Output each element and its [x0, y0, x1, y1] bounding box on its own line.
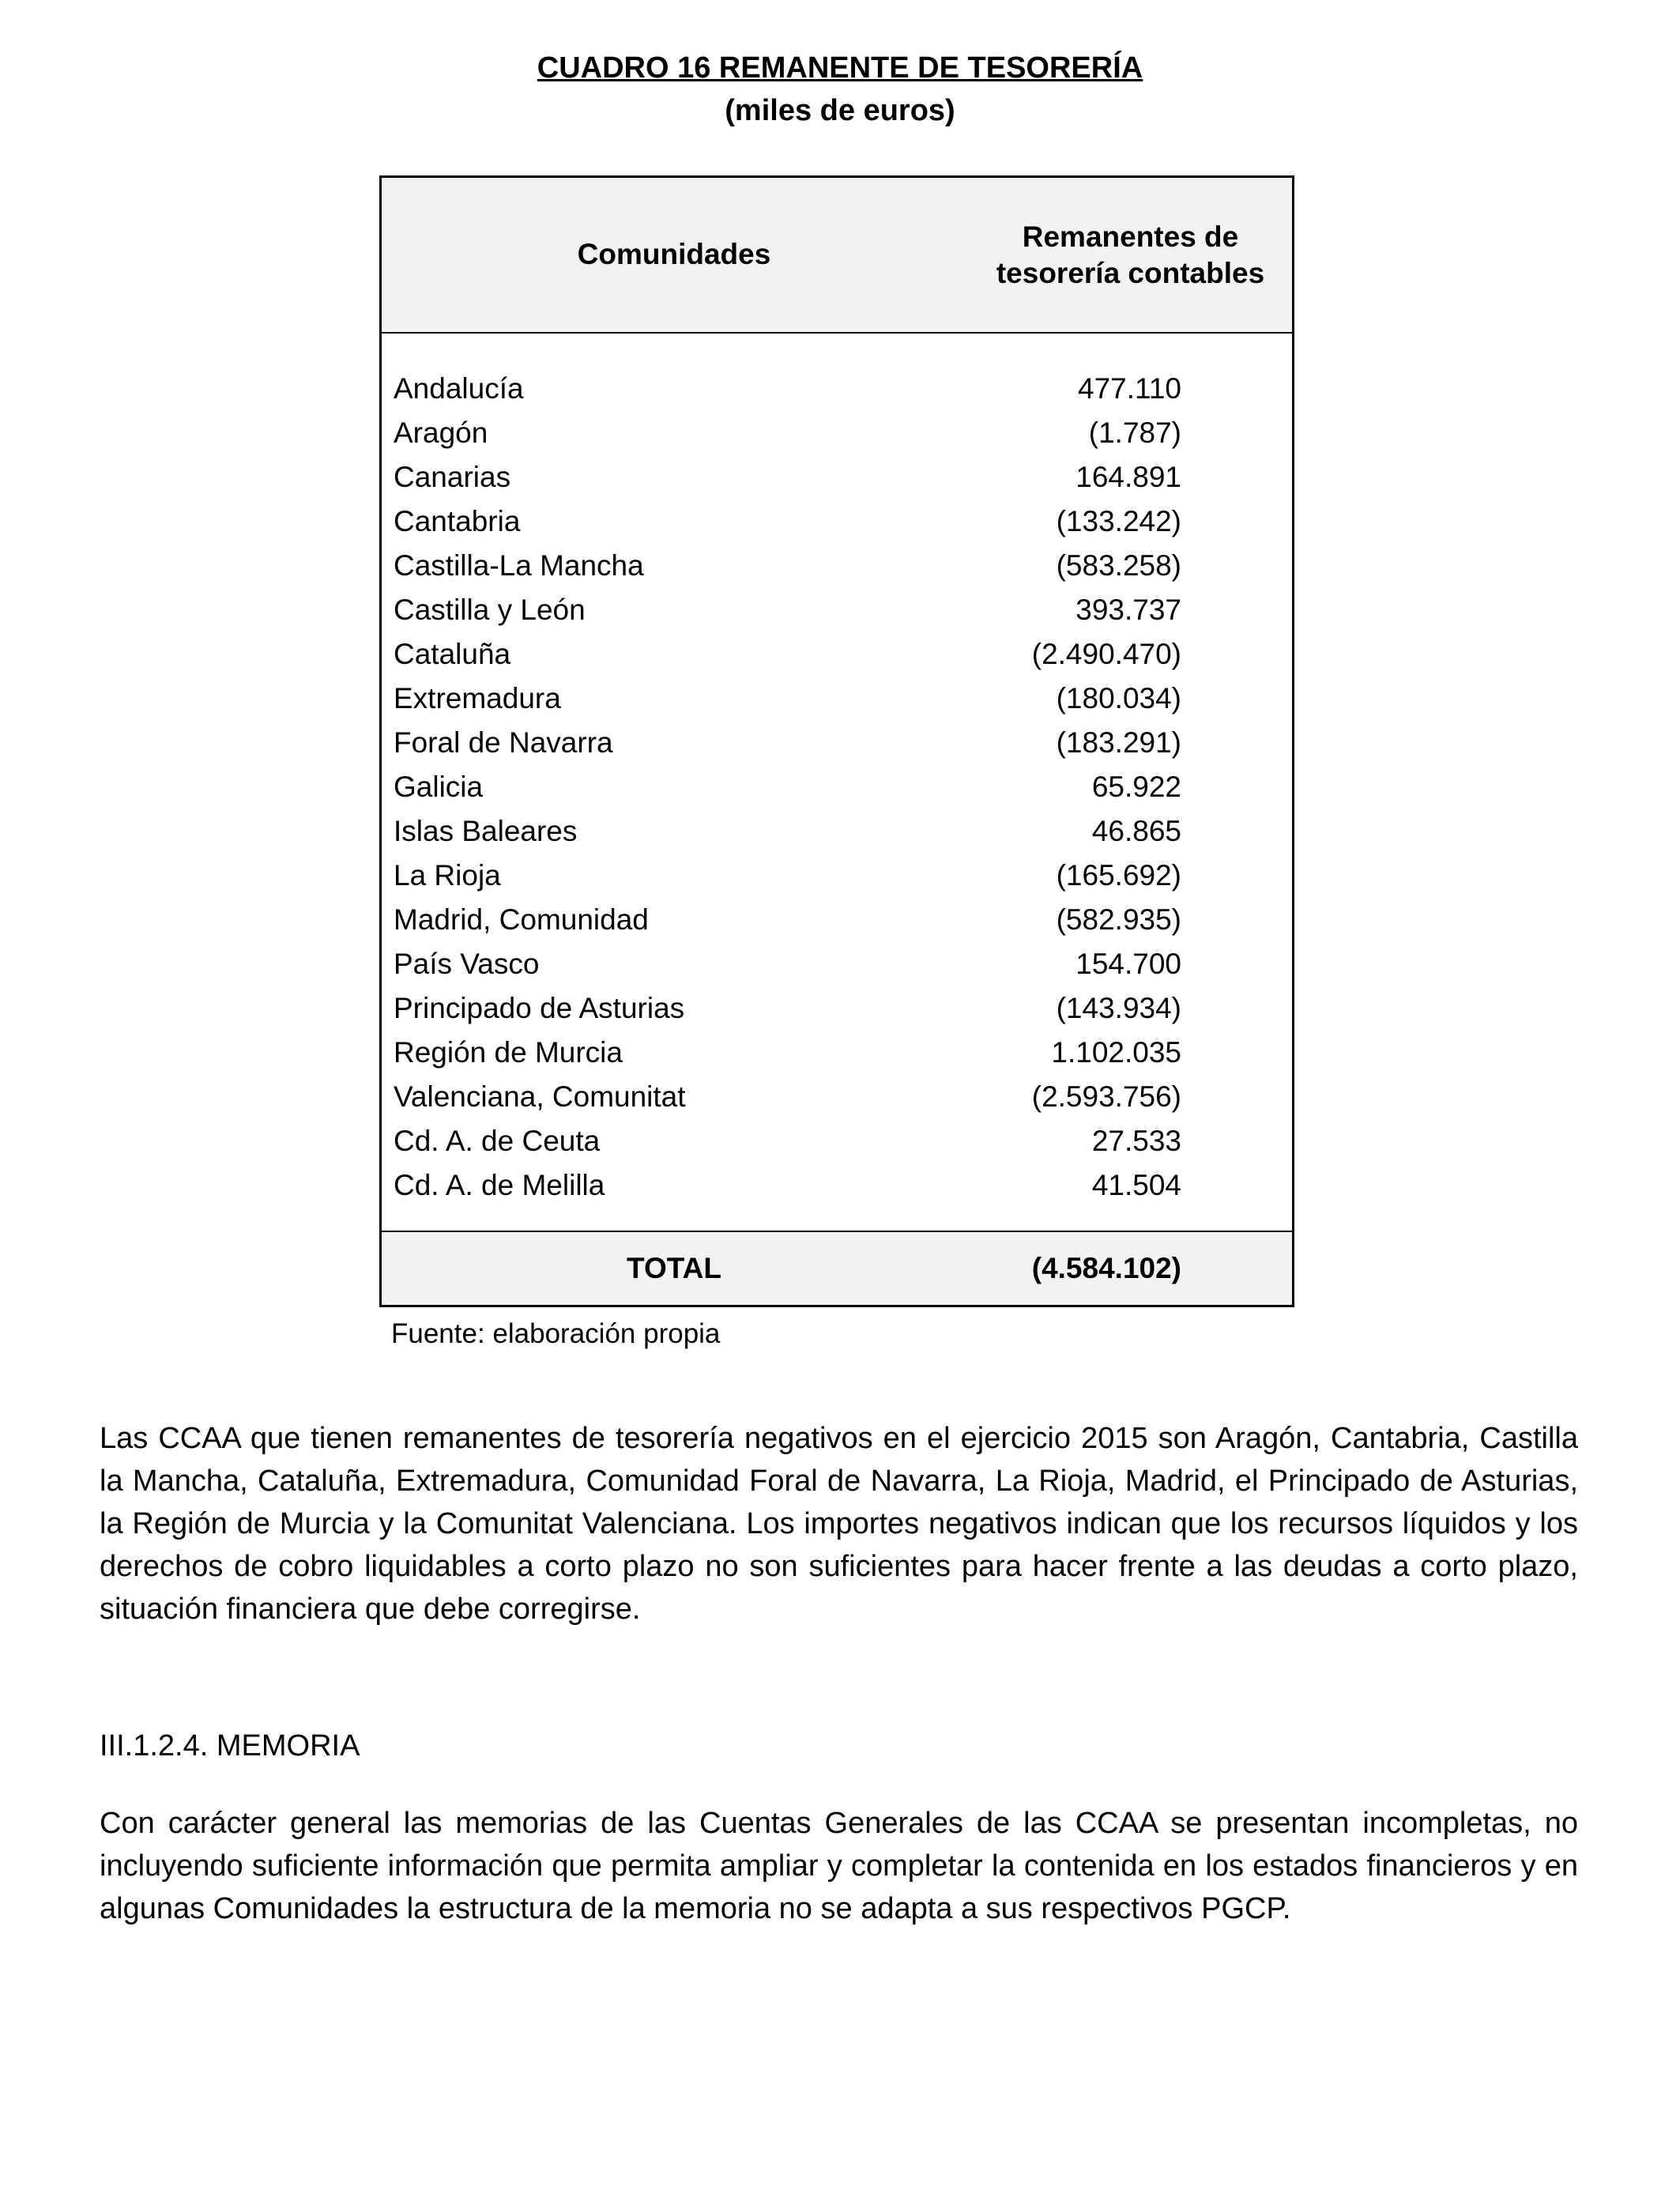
row-value: 65.922: [1091, 771, 1181, 803]
row-name: Cantabria: [394, 505, 521, 537]
header-treasury-line2: tesorería contables: [996, 257, 1265, 289]
row-name: Islas Baleares: [394, 815, 578, 847]
table-row: [382, 986, 1292, 1031]
row-value: (583.258): [1056, 549, 1181, 582]
row-value: 46.865: [1091, 815, 1181, 847]
row-value: 477.110: [1078, 372, 1181, 405]
table-row: [382, 499, 1292, 544]
row-name: Cd. A. de Melilla: [394, 1169, 605, 1201]
row-value: (165.692): [1056, 859, 1181, 892]
paragraph-negative-remnants: Las CCAA que tienen remanentes de tesorería negativos en el ejercicio 2015 son Aragón, Cantabria, Castilla la Mancha, Cataluña, Extremadura, Comunidad Foral de Navarra, La Rioja, Madrid, el Principado de Asturias, la Región de Murcia y la Comunitat Valenciana. Los importes negativos indican que los recursos líquidos y los derechos de cobro liquidables a corto plazo no son suficientes para hacer frente a las deudas a corto plazo, situación financiera que debe corregirse.: [100, 1422, 1578, 1626]
table-row: [382, 544, 1292, 588]
row-name: Galicia: [394, 771, 484, 803]
table-row: [382, 1119, 1292, 1163]
table-row: [382, 898, 1292, 942]
table-row: [382, 632, 1292, 677]
row-name: Aragón: [394, 417, 488, 449]
header-treasury-line1: Remanentes de: [1022, 221, 1239, 253]
row-name: Foral de Navarra: [394, 726, 613, 759]
total-value: (4.584.102): [1031, 1252, 1181, 1284]
row-name: Canarias: [394, 461, 511, 493]
row-value: (133.242): [1056, 505, 1181, 537]
table-row: [382, 1075, 1292, 1119]
table-header: [382, 178, 1292, 334]
table-total-row: [382, 1231, 1292, 1305]
table-row: [382, 677, 1292, 721]
row-name: Andalucía: [394, 372, 524, 405]
row-name: Cataluña: [394, 638, 511, 670]
row-value: 154.700: [1075, 948, 1181, 980]
table-row: [382, 588, 1292, 632]
section-heading: III.1.2.4. MEMORIA: [100, 1729, 360, 1762]
row-value: (2.593.756): [1031, 1080, 1181, 1113]
row-value: (582.935): [1056, 903, 1181, 936]
table-row: [382, 765, 1292, 809]
table-row: [382, 455, 1292, 499]
row-value: 393.737: [1075, 594, 1181, 626]
table-subtitle: (miles de euros): [725, 94, 955, 127]
row-name: Extremadura: [394, 682, 561, 714]
row-name: Cd. A. de Ceuta: [394, 1125, 601, 1157]
row-value: (1.787): [1088, 417, 1181, 449]
header-communities: Comunidades: [577, 238, 771, 270]
paragraph-memoria: Con carácter general las memorias de las Cuentas Generales de las CCAA se presentan incompletas, no incluyendo suficiente información que permita ampliar y completar la contenida en los estados financieros y en algunas Comunidades la estructura de la memoria no se adapta a sus respectivos PGCP.: [100, 1807, 1578, 1925]
row-name: Castilla y León: [394, 594, 586, 626]
row-name: Madrid, Comunidad: [394, 903, 649, 936]
row-value: (2.490.470): [1031, 638, 1181, 670]
treasury-table: [379, 175, 1294, 1307]
table-row: [382, 809, 1292, 854]
table-row: [382, 367, 1292, 411]
row-value: 27.533: [1091, 1125, 1181, 1157]
table-row: [382, 721, 1292, 765]
row-name: Valenciana, Comunitat: [394, 1080, 686, 1113]
row-value: (180.034): [1056, 682, 1181, 714]
table-row: [382, 942, 1292, 986]
row-value: 1.102.035: [1051, 1036, 1181, 1069]
table-row: [382, 854, 1292, 898]
row-name: Principado de Asturias: [394, 992, 685, 1024]
table-source: Fuente: elaboración propia: [391, 1318, 721, 1349]
row-value: (143.934): [1056, 992, 1181, 1024]
row-name: La Rioja: [394, 859, 501, 892]
header-treasury: [966, 219, 1294, 292]
table-row: [382, 411, 1292, 455]
row-value: 164.891: [1075, 461, 1181, 493]
table-row: [382, 1163, 1292, 1208]
table-row: [382, 1031, 1292, 1075]
row-value: 41.504: [1091, 1169, 1181, 1201]
row-name: Castilla-La Mancha: [394, 549, 644, 582]
row-value: (183.291): [1056, 726, 1181, 759]
row-name: Región de Murcia: [394, 1036, 623, 1069]
table-title: CUADRO 16 REMANENTE DE TESORERÍA: [537, 51, 1143, 85]
row-name: País Vasco: [394, 948, 540, 980]
total-label: TOTAL: [627, 1252, 721, 1284]
